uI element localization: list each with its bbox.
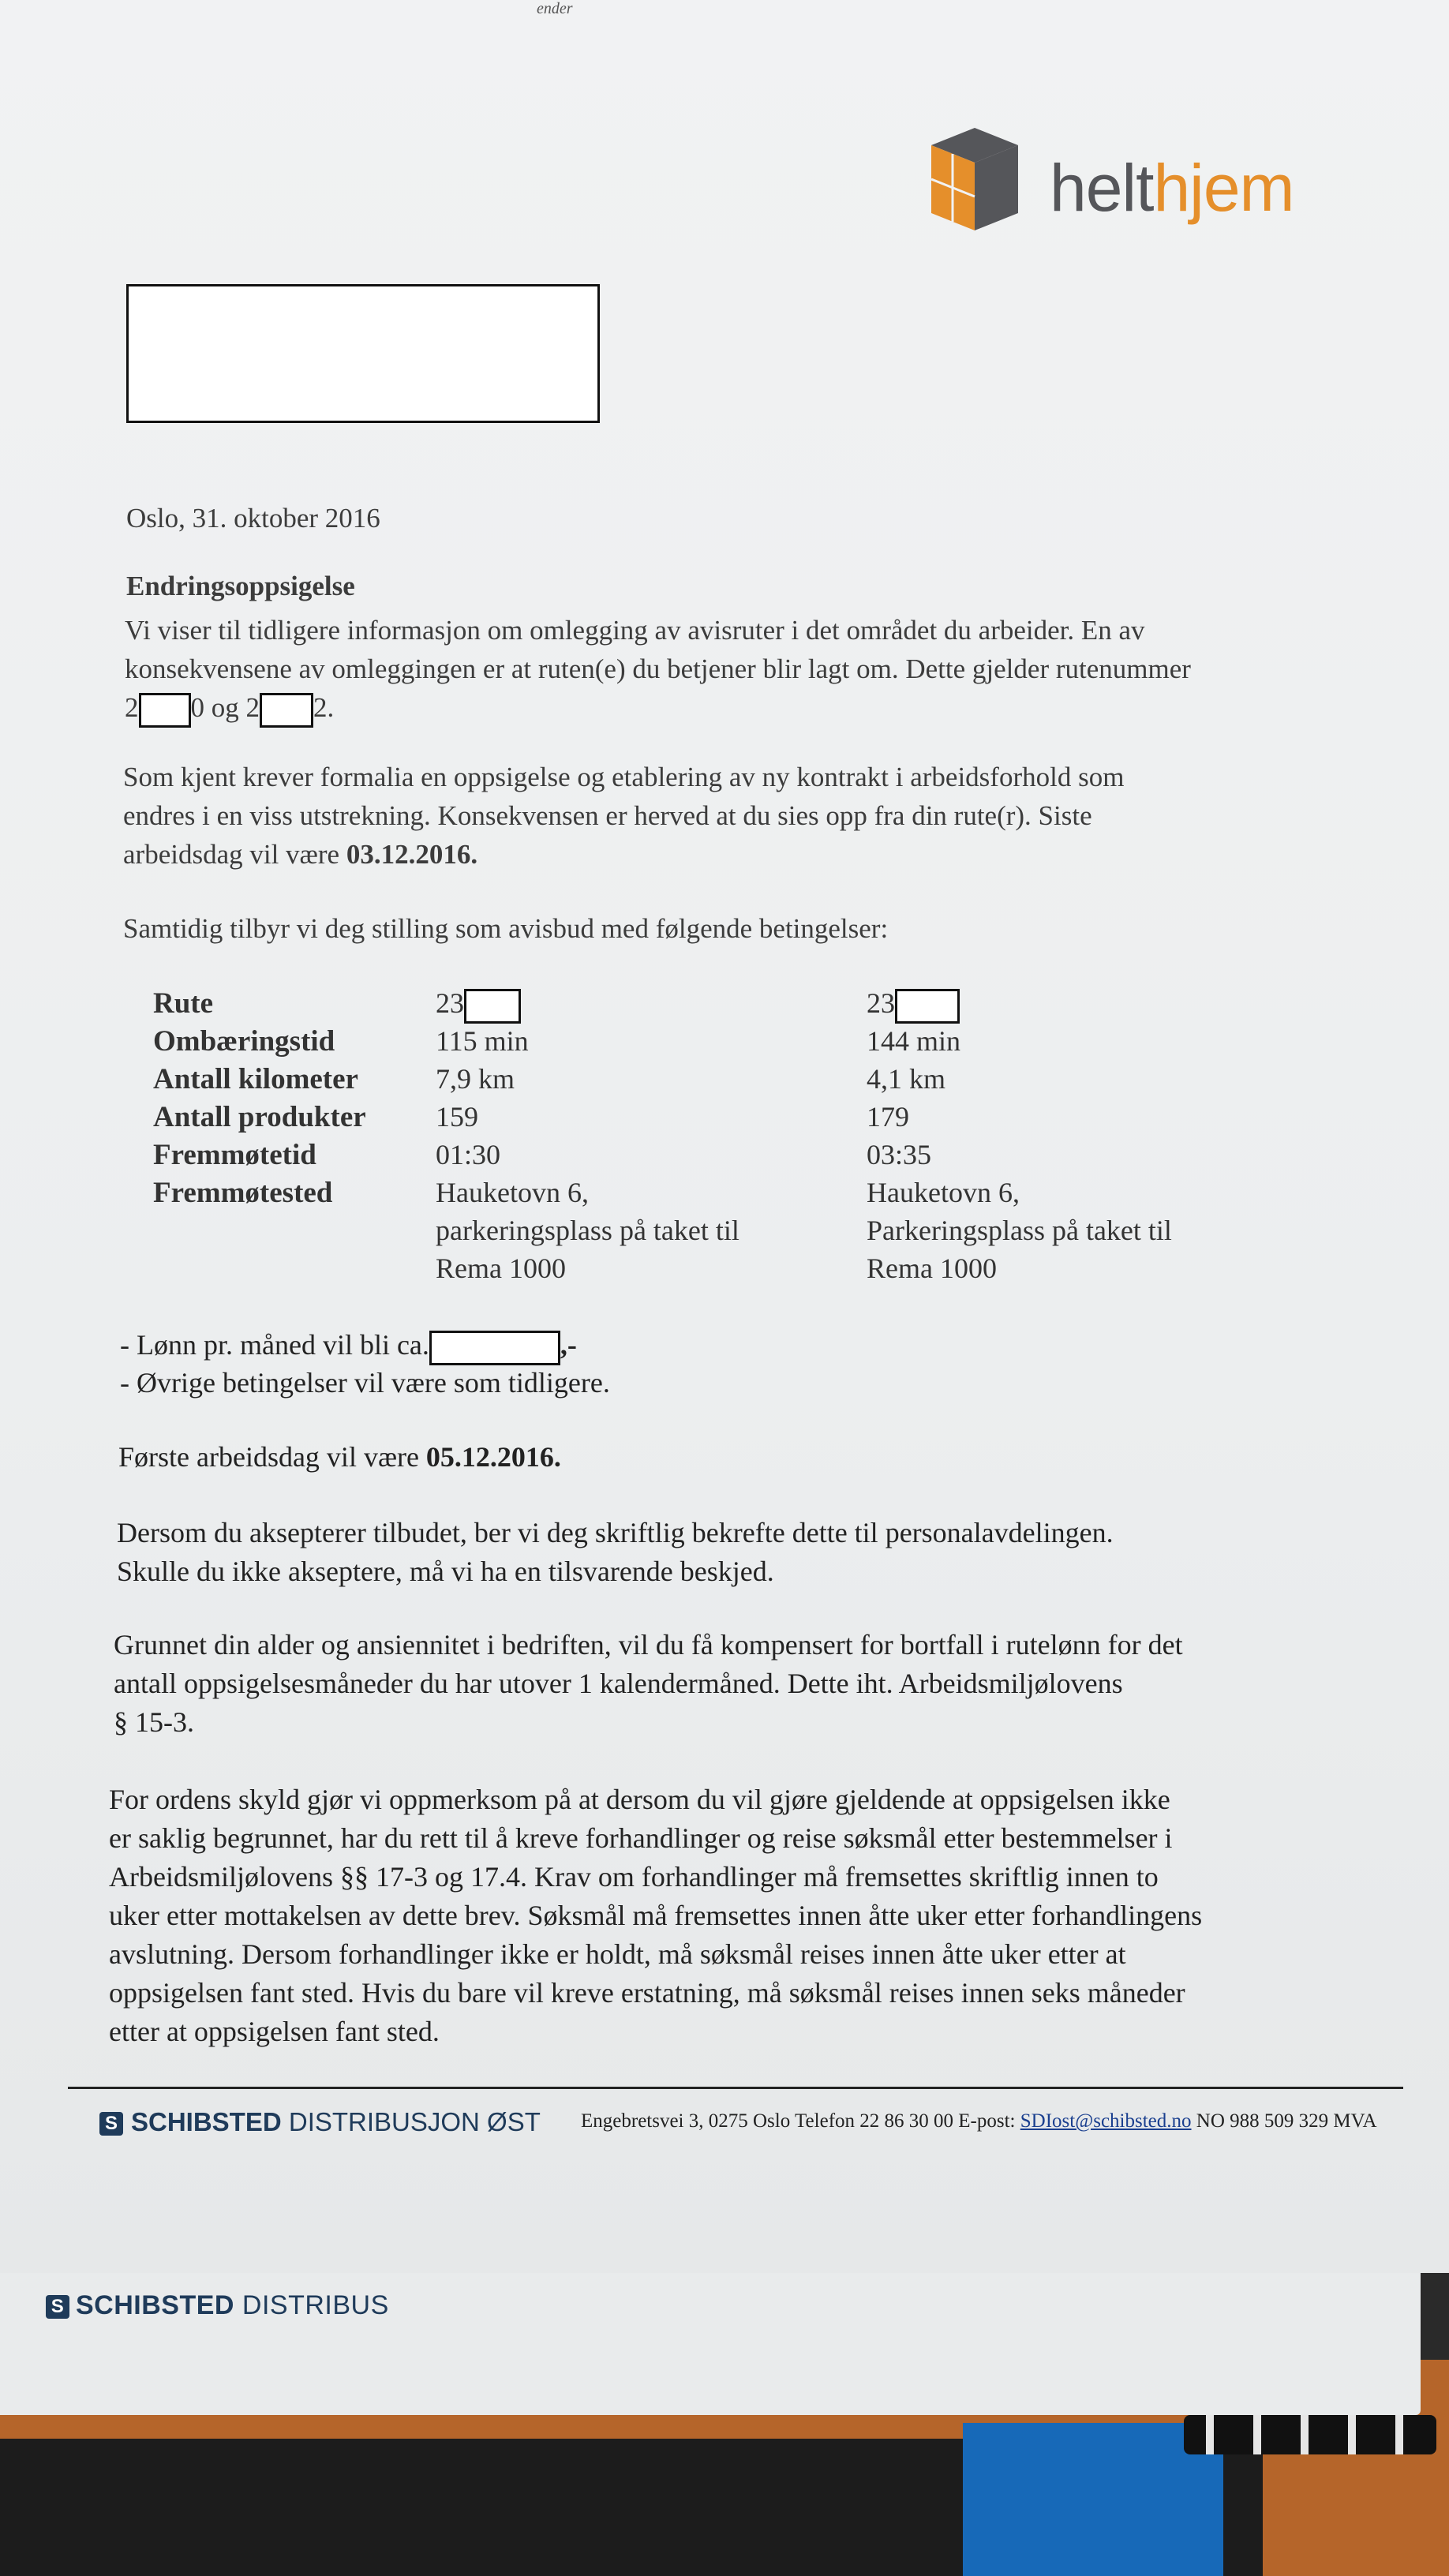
paragraph-5: Grunnet din alder og ansiennitet i bedriften, vil du få kompensert for bortfall i rutelønn for det antall oppsigelsesmåneder du har utover 1 kalendermåned. Dette iht. Arbeidsmiljølovens § 15-3.: [114, 1629, 1183, 1738]
schibsted-footer-logo: S SCHIBSTED DISTRIBUSJON ØST: [99, 2107, 541, 2137]
helthjem-logo: [931, 128, 1357, 238]
redacted-route-1: [464, 989, 521, 1024]
table-cell: 179: [867, 1101, 909, 1133]
first-day-line: Første arbeidsdag vil være 05.12.2016.: [118, 1441, 561, 1473]
letter-date: Oslo, 31. oktober 2016: [126, 503, 380, 534]
paragraph-3: Samtidig tilbyr vi deg stilling som avisbud med følgende betingelser:: [123, 913, 889, 944]
table-cell: 01:30: [436, 1139, 501, 1170]
table-cell: Parkeringsplass på taket til: [867, 1215, 1172, 1246]
package-icon: [931, 128, 1018, 230]
table-cell: parkeringsplass på taket til: [436, 1215, 739, 1246]
footer-email-link[interactable]: SDIost@schibsted.no: [1020, 2110, 1192, 2132]
paragraph-6: For ordens skyld gjør vi oppmerksom på at dersom du vil gjøre gjeldende at oppsigelsen ikke er saklig begrunnet, har du rett til å kreve forhandlinger og reise søksmål etter bestemmelser i Arbeidsmiljølovens §§ 17-3 og 17.4. Krav om forhandlinger må fremsettes skriftlig innen to uker etter mottakelsen av dette brev. Søksmål må fremsettes innen åtte uker etter forhandlingens avslutning. Dersom forhandlinger ikke er holdt, må søksmål reises innen åtte uker etter at oppsigelsen fant sted. Hvis du bare vil kreve erstatning, må søksmål reises innen seks måneder etter at oppsigelsen fant sted.: [109, 1784, 1203, 2047]
table-cell: 4,1 km: [867, 1063, 946, 1095]
table-label: Ombæringstid: [153, 1025, 335, 1058]
redacted-address: [126, 284, 600, 423]
redacted-salary: [429, 1331, 560, 1365]
table-cell: 159: [436, 1101, 478, 1133]
schibsted-logo-icon: S: [46, 2295, 69, 2319]
redacted-route-2: [260, 693, 313, 728]
schibsted-logo-icon: S: [99, 2112, 123, 2136]
paragraph-1: Vi viser til tidligere informasjon om omlegging av avisruter i det området du arbeider. En av konsekvensene av omleggingen er at ruten(e) du betjener blir lagt om. Dette gjelder rutenummer 2 0 og 2 2.: [125, 611, 1348, 728]
footer-address: Engebretsvei 3, 0275 Oslo Telefon 22 86 30 00 E-post: SDIost@schibsted.no NO 988 509 329 MVA: [581, 2110, 1377, 2132]
footer-divider: [68, 2087, 1403, 2089]
redacted-route-2: [895, 989, 960, 1024]
table-cell: 115 min: [436, 1025, 529, 1057]
table-label: Fremmøtetid: [153, 1139, 316, 1171]
table-cell: Hauketovn 6,: [867, 1177, 1020, 1208]
paragraph-2: Som kjent krever formalia en oppsigelse og etablering av ny kontrakt i arbeidsforhold som endres i en viss utstrekning. Konsekvensen er herved at du sies opp fra din rute(r). Siste arbeidsdag vil være 03.12.2016.: [123, 762, 1125, 870]
table-cell: Rema 1000: [867, 1252, 997, 1284]
table-cell: 144 min: [867, 1025, 961, 1057]
table-cell: 03:35: [867, 1139, 932, 1170]
table-cell: 23: [436, 987, 521, 1024]
table-label: Antall kilometer: [153, 1063, 358, 1095]
table-cell: 23: [867, 987, 960, 1024]
table-cell: Rema 1000: [436, 1252, 566, 1284]
top-scrap-text: ender: [537, 0, 573, 17]
salary-line: - Lønn pr. måned vil bli ca. ,-: [120, 1326, 577, 1365]
binder-rings: [1184, 2415, 1436, 2454]
redacted-route-1: [139, 693, 191, 728]
logo-wordmark: helthjem: [1050, 151, 1294, 225]
table-label: Antall produkter: [153, 1101, 366, 1133]
second-sheet-logo: S SCHIBSTED DISTRIBUS: [46, 2290, 389, 2321]
table-cell: Hauketovn 6,: [436, 1177, 589, 1208]
table-cell: 7,9 km: [436, 1063, 515, 1095]
letter-title: Endringsoppsigelse: [126, 571, 355, 601]
table-label: Fremmøtested: [153, 1177, 333, 1209]
table-label: Rute: [153, 987, 214, 1020]
other-terms-line: - Øvrige betingelser vil være som tidligere.: [120, 1367, 610, 1398]
paragraph-4: Dersom du aksepterer tilbudet, ber vi deg skriftlig bekrefte dette til personalavdelingen. Skulle du ikke akseptere, må vi ha en tilsvarende beskjed.: [117, 1517, 1114, 1587]
